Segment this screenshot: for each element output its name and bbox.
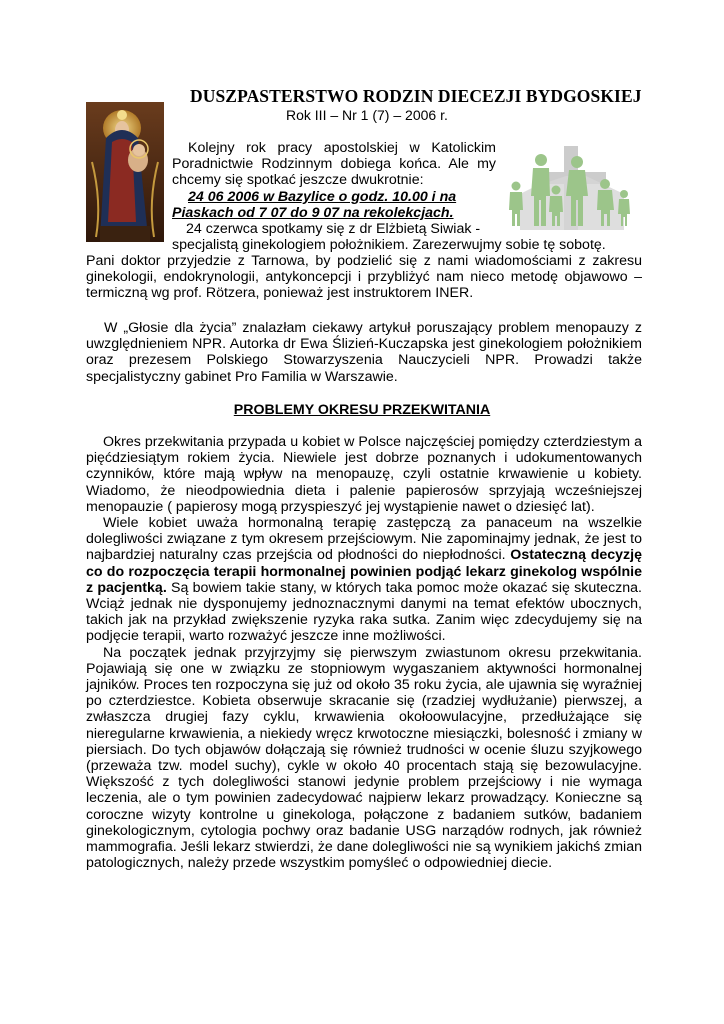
paragraph-2-start: Wiele kobiet uważa hormonalną terapię zastępczą za panaceum na wszelkie dolegliwości związane z tym okresem przejściowym. Nie zapominajmy jednak, że jest to najbardziej naturalny czas przejścia od płodności do niepłodności.	[86, 515, 642, 564]
section-title: PROBLEMY OKRESU PRZEKWITANIA	[233, 402, 491, 418]
glos-paragraph: W „Głosie dla życia” znalazłam ciekawy artykuł poruszający problem menopauzy z uwzględnieniem NPR. Autorka dr Ewa Ślizień-Kuczapska jest ginekologiem położnikiem oraz prezesem Polskiego Stowarzyszenia Nauczycieli NPR. Prowadzi także specjalistyczny gabinet Pro Familia w Warszawie.	[86, 320, 642, 385]
intro-paragraph: Kolejny rok pracy apostolskiej w Katolickim Poradnictwie Rodzinnym dobiega końca. Ale my chcemy się spotkać jeszcze dwukrotnie:	[172, 140, 496, 189]
article-paragraph-3: Na początek jednak przyjrzyjmy się pierwszym zwiastunom okresu przekwitania. Pojawiają się one w związku ze stopniowym wygaszaniem aktywności hormonalnej jajników. Proces ten rozpoczyna się już od około 35 roku życia, ale ujawnia się wyraźniej po czterdziestce. Kobieta obserwuje skracanie się (rzadziej wydłużanie) pierwszej, a zwłaszcza drugiej fazy cyklu, krwawienia okołoowulacyjne, przedłużające się nieregularne krwawienia, a niekiedy wręcz krwotoczne miesiączki, bolesność i zmiany w piersiach. Do tych objawów dołączają się również trudności w ocenie śluzu szyjkowego (przeważa tzw. model suchy), cykle w około 40 procentach stają się bezowulacyjne. Większość z tych dolegliwości stanowi jedynie problem przejściowy i nie wymaga leczenia, ale o tym powinien zadecydować najpierw lekarz prowadzący. Konieczne są coroczne wizyty kontrolne u ginekologa, połączone z badaniem sutków, badaniem ginekologicznym, cytologia pochwy oraz badanie USG narządów rodnych, jak również mammografia. Jeśli lekarz stwierdzi, że dane dolegliwości nie są wynikiem jakichś zmian patologicznych, należy przede wszystkim pomyśleć o odpowiedniej diecie.	[86, 644, 642, 872]
article-body	[86, 434, 642, 871]
issue-number: Rok III – Nr 1 (7) – 2006 r.	[286, 107, 448, 123]
event-date-line-2: Piaskach od 7 07 do 9 07 na rekolekcjach.	[172, 205, 454, 222]
event-dates	[172, 189, 496, 221]
meeting-line-1: 24 czerwca spotkamy się z dr Elżbietą Siwiak -	[186, 221, 481, 237]
meeting-line-3: Pani doktor przyjedzie z Tarnowa, by podzielić się z nami wiadomościami z zakresu	[86, 253, 642, 269]
paragraph-2-end: Są bowiem takie stany, w których taka pomoc może okazać się skuteczna. Wciąż jednak nie dysponujemy jednoznacznymi danymi na temat efektów ubocznych, takich jak na przykład zwiększenie ryzyka raka sutka. Zanim więc zdecydujemy się na podjęcie terapii, warto rozważyć jeszcze inne możliwości.	[86, 579, 642, 645]
paragraph-2-bold: Ostateczną decyzję co do rozpoczęcia terapii hormonalnej powinien podjąć lekarz ginekolog wspólnie z pacjentką.	[86, 547, 642, 596]
article-paragraph-1: Okres przekwitania przypada u kobiet w Polsce najczęściej pomiędzy czterdziestym a pięćdziesiątym rokiem życia. Niewiele jest dobrze poznanych i udokumentowanych czynników, które mają wpływ na menopauzę, czyli ostatnie krwawienie u kobiety. Wiadomo, że nieodpowiednia dieta i palenie papierosów sprzyjają wcześniejszej menopauzie ( papierosy mogą przyspieszyć jej wystąpienie nawet o dziesięć lat).	[86, 434, 642, 515]
header-title: DUSZPASTERSTWO RODZIN DIECEZJI BYDGOSKIEJ	[190, 86, 642, 106]
article-paragraph-2	[86, 515, 642, 645]
family-silhouette-icon	[506, 138, 636, 230]
meeting-rest: ginekologii, endokrynologii, antykoncepcji i przybliżyć nam nieco metodę objawowo – termiczną wg prof. Rötzera, ponieważ jest instruktorem INER.	[86, 269, 642, 302]
event-date-line-1: 24 06 2006 w Bazylice o godz. 10.00 i na	[188, 189, 457, 205]
meeting-line-2: specjalistą ginekologiem położnikiem. Zarezerwujmy sobie tę sobotę.	[172, 237, 606, 253]
madonna-painting-image	[86, 102, 164, 242]
